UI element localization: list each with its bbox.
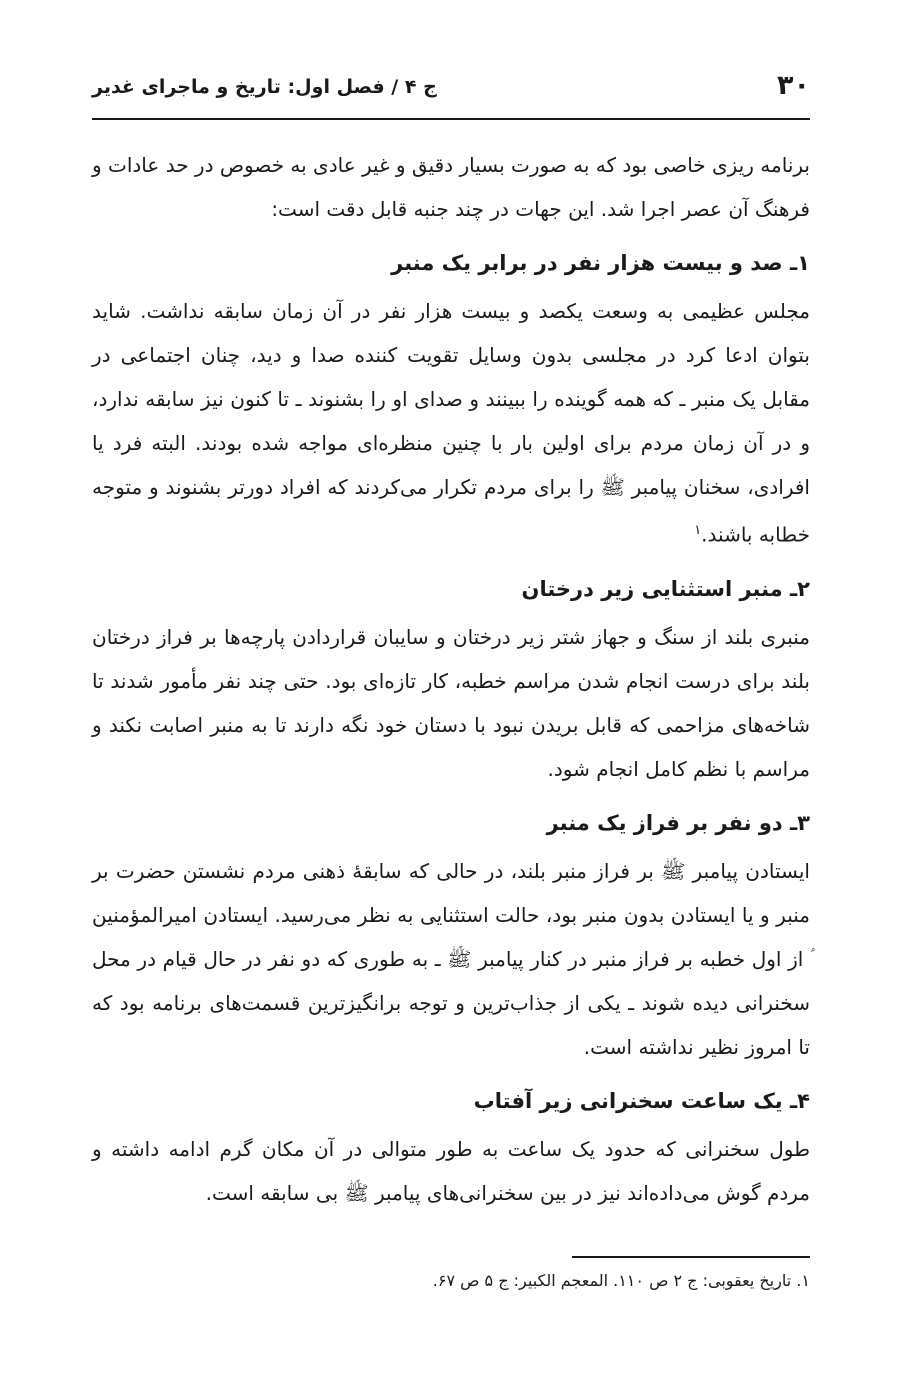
section-text-1: مجلس عظیمی به وسعت یکصد و بیست هزار نفر در آن زمان سابقه نداشت. شاید بتوان ادعا کرد در مجلسی بدون وسایل تقویت کننده صدا و دید، چنان اجتماعی در مقابل یک منبر ـ که همه گوینده را ببینند و صدای او را بشنوند ـ تا کنون نیز سابقه ندارد، و در آن زمان مردم برای اولین بار با چنین منظره‌ای مواجه شده بودند. البته فرد یا افرادی، سخنان پیامبر ﷺ را برای مردم تکرار می‌کردند که افراد دورتر بشنوند و متوجه خطابه باشند.: [92, 299, 810, 547]
page-number: ۳۰: [777, 70, 810, 101]
page-body: [92, 143, 810, 1215]
section-paragraph-2: منبری بلند از سنگ و جهاز شتر زیر درختان و سایبان قراردادن پارچه‌ها بر فراز درختان بلند برای درست انجام شدن مراسم خطبه، کار تازه‌ای بود. حتی چند نفر مأمور شدند تا شاخه‌های مزاحمی که قابل بریدن نبود با دستان خود نگه دارند تا به منبر اصابت نکند و مراسم با نظم کامل انجام شود.: [92, 624, 810, 781]
section-heading-3: ۳ـ دو نفر بر فراز یک منبر: [546, 810, 810, 835]
footnote-divider: [572, 1256, 810, 1258]
section-heading-1: ۱ـ صد و بیست هزار نفر در برابر یک منبر: [391, 251, 810, 275]
page-header: [92, 68, 810, 120]
section-paragraph-1: [92, 289, 810, 557]
intro-paragraph: برنامه ریزی خاصی بود که به صورت بسیار دقیق و غیر عادی به خصوص در حد عادات و فرهنگ آن عصر اجرا شد. این جهات در چند جنبه قابل دقت است:: [92, 153, 810, 221]
section-paragraph-3: ایستادن پیامبر ﷺ بر فراز منبر بلند، در حالی که سابقهٔ ذهنی مردم نشستن حضرت بر منبر و یا ایستادن بدون منبر بود، حالت استثنایی به نظر می‌رسید. ایستادن امیرالمؤمنین ؑ از اول خطبه بر فراز منبر در کنار پیامبر ﷺ ـ به طوری که دو نفر در حال قیام در محل سخنرانی دیده شوند ـ یکی از جذاب‌ترین و توجه برانگیزترین قسمت‌های برنامه بود که تا امروز نظیر نداشته است.: [92, 858, 810, 1059]
section-heading-2: ۲ـ منبر استثنایی زیر درختان: [521, 576, 810, 601]
running-title: ج ۴ / فصل اول: تاریخ و ماجرای غدیر: [92, 76, 437, 98]
section-paragraph-4: طول سخنرانی که حدود یک ساعت به طور متوالی در آن مکان گرم ادامه داشته و مردم گوش می‌داده‌اند نیز در بین سخنرانی‌های پیامبر ﷺ بی سابقه است.: [92, 1136, 810, 1205]
footnote-text: ۱. تاریخ یعقوبی: ج ۲ ص ۱۱۰. المعجم الکبیر: ج ۵ ص ۶۷.: [432, 1271, 810, 1290]
footnote-marker[interactable]: ۱: [694, 523, 702, 538]
section-heading-4: ۴ـ یک ساعت سخنرانی زیر آفتاب: [473, 1088, 810, 1113]
